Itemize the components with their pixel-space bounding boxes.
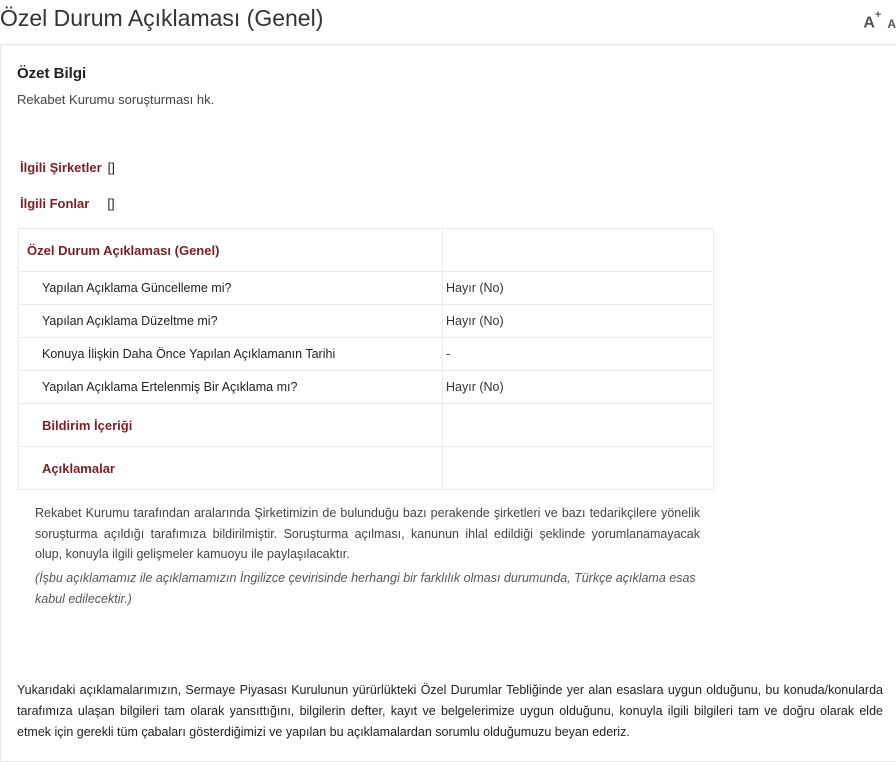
- section-content-row: [19, 404, 714, 447]
- summary-title: Özet Bilgi: [17, 65, 87, 82]
- table-row: [19, 272, 714, 305]
- section-explanations-label: Açıklamalar: [19, 447, 443, 490]
- table-row: [19, 371, 714, 404]
- row-value: Hayır (No): [443, 371, 714, 404]
- row-value: Hayır (No): [443, 272, 714, 305]
- table-heading: Özel Durum Açıklaması (Genel): [19, 229, 443, 272]
- table-heading-row: [19, 229, 714, 272]
- translation-note: (İşbu açıklamamız ile açıklamamızın İngilizce çevirisinde herhangi bir farklılık olması durumunda, Türkçe açıklama esas kabul edilecektir.): [35, 571, 696, 606]
- related-companies-label: İlgili Şirketler: [20, 160, 102, 175]
- section-content-label: Bildirim İçeriği: [19, 404, 443, 447]
- row-label: Yapılan Açıklama Ertelenmiş Bir Açıklama mı?: [19, 371, 443, 404]
- font-size-controls: [863, 9, 896, 32]
- row-value: -: [443, 338, 714, 371]
- related-companies-value: []: [107, 160, 115, 175]
- related-companies: [20, 160, 115, 175]
- row-label: Yapılan Açıklama Düzeltme mi?: [19, 305, 443, 338]
- font-decrease-button[interactable]: A: [887, 17, 896, 32]
- row-label: Yapılan Açıklama Güncelleme mi?: [19, 272, 443, 305]
- row-label: Konuya İlişkin Daha Önce Yapılan Açıklamanın Tarihi: [19, 338, 443, 371]
- summary-text: Rekabet Kurumu soruşturması hk.: [17, 92, 215, 107]
- related-funds: [20, 196, 115, 211]
- explanation-text: Rekabet Kurumu tarafından aralarında Şirketimizin de bulunduğu bazı perakende şirketleri ve bazı tedarikçilere yönelik soruşturma açıldığı tarafımıza bildirilmiştir. Soruşturma açılması, kanunun ihlal edildiği şeklinde yorumlanamayacak olup, konuyla ilgili gelişmeler kamuoyu ile paylaşılacaktır.: [35, 506, 700, 561]
- page-title: Özel Durum Açıklaması (Genel): [0, 5, 324, 31]
- row-value: Hayır (No): [443, 305, 714, 338]
- table-row: [19, 305, 714, 338]
- disclosure-content: [0, 44, 896, 762]
- related-funds-value: []: [107, 196, 115, 211]
- font-increase-button[interactable]: A+: [863, 9, 882, 32]
- section-explanations-row: [19, 447, 714, 490]
- disclosure-table: [18, 228, 714, 490]
- table-row: [19, 338, 714, 371]
- related-funds-label: İlgili Fonlar: [20, 196, 90, 211]
- declaration-text: Yukarıdaki açıklamalarımızın, Sermaye Piyasası Kurulunun yürürlükteki Özel Durumlar Tebliğinde yer alan esaslara uygun olduğunu, bu konuda/konularda tarafımıza ulaşan bilgileri tam olarak yansıttığını, bilgilerin defter, kayıt ve belgelerimize uygun olduğunu, konuyla ilgili bilgileri tam ve doğru olarak elde etmek için gerekli tüm çabaları gösterdiğimizi ve yapılan bu açıklamalardan sorumlu olduğumuzu beyan ederiz.: [17, 683, 883, 739]
- header: [0, 0, 896, 45]
